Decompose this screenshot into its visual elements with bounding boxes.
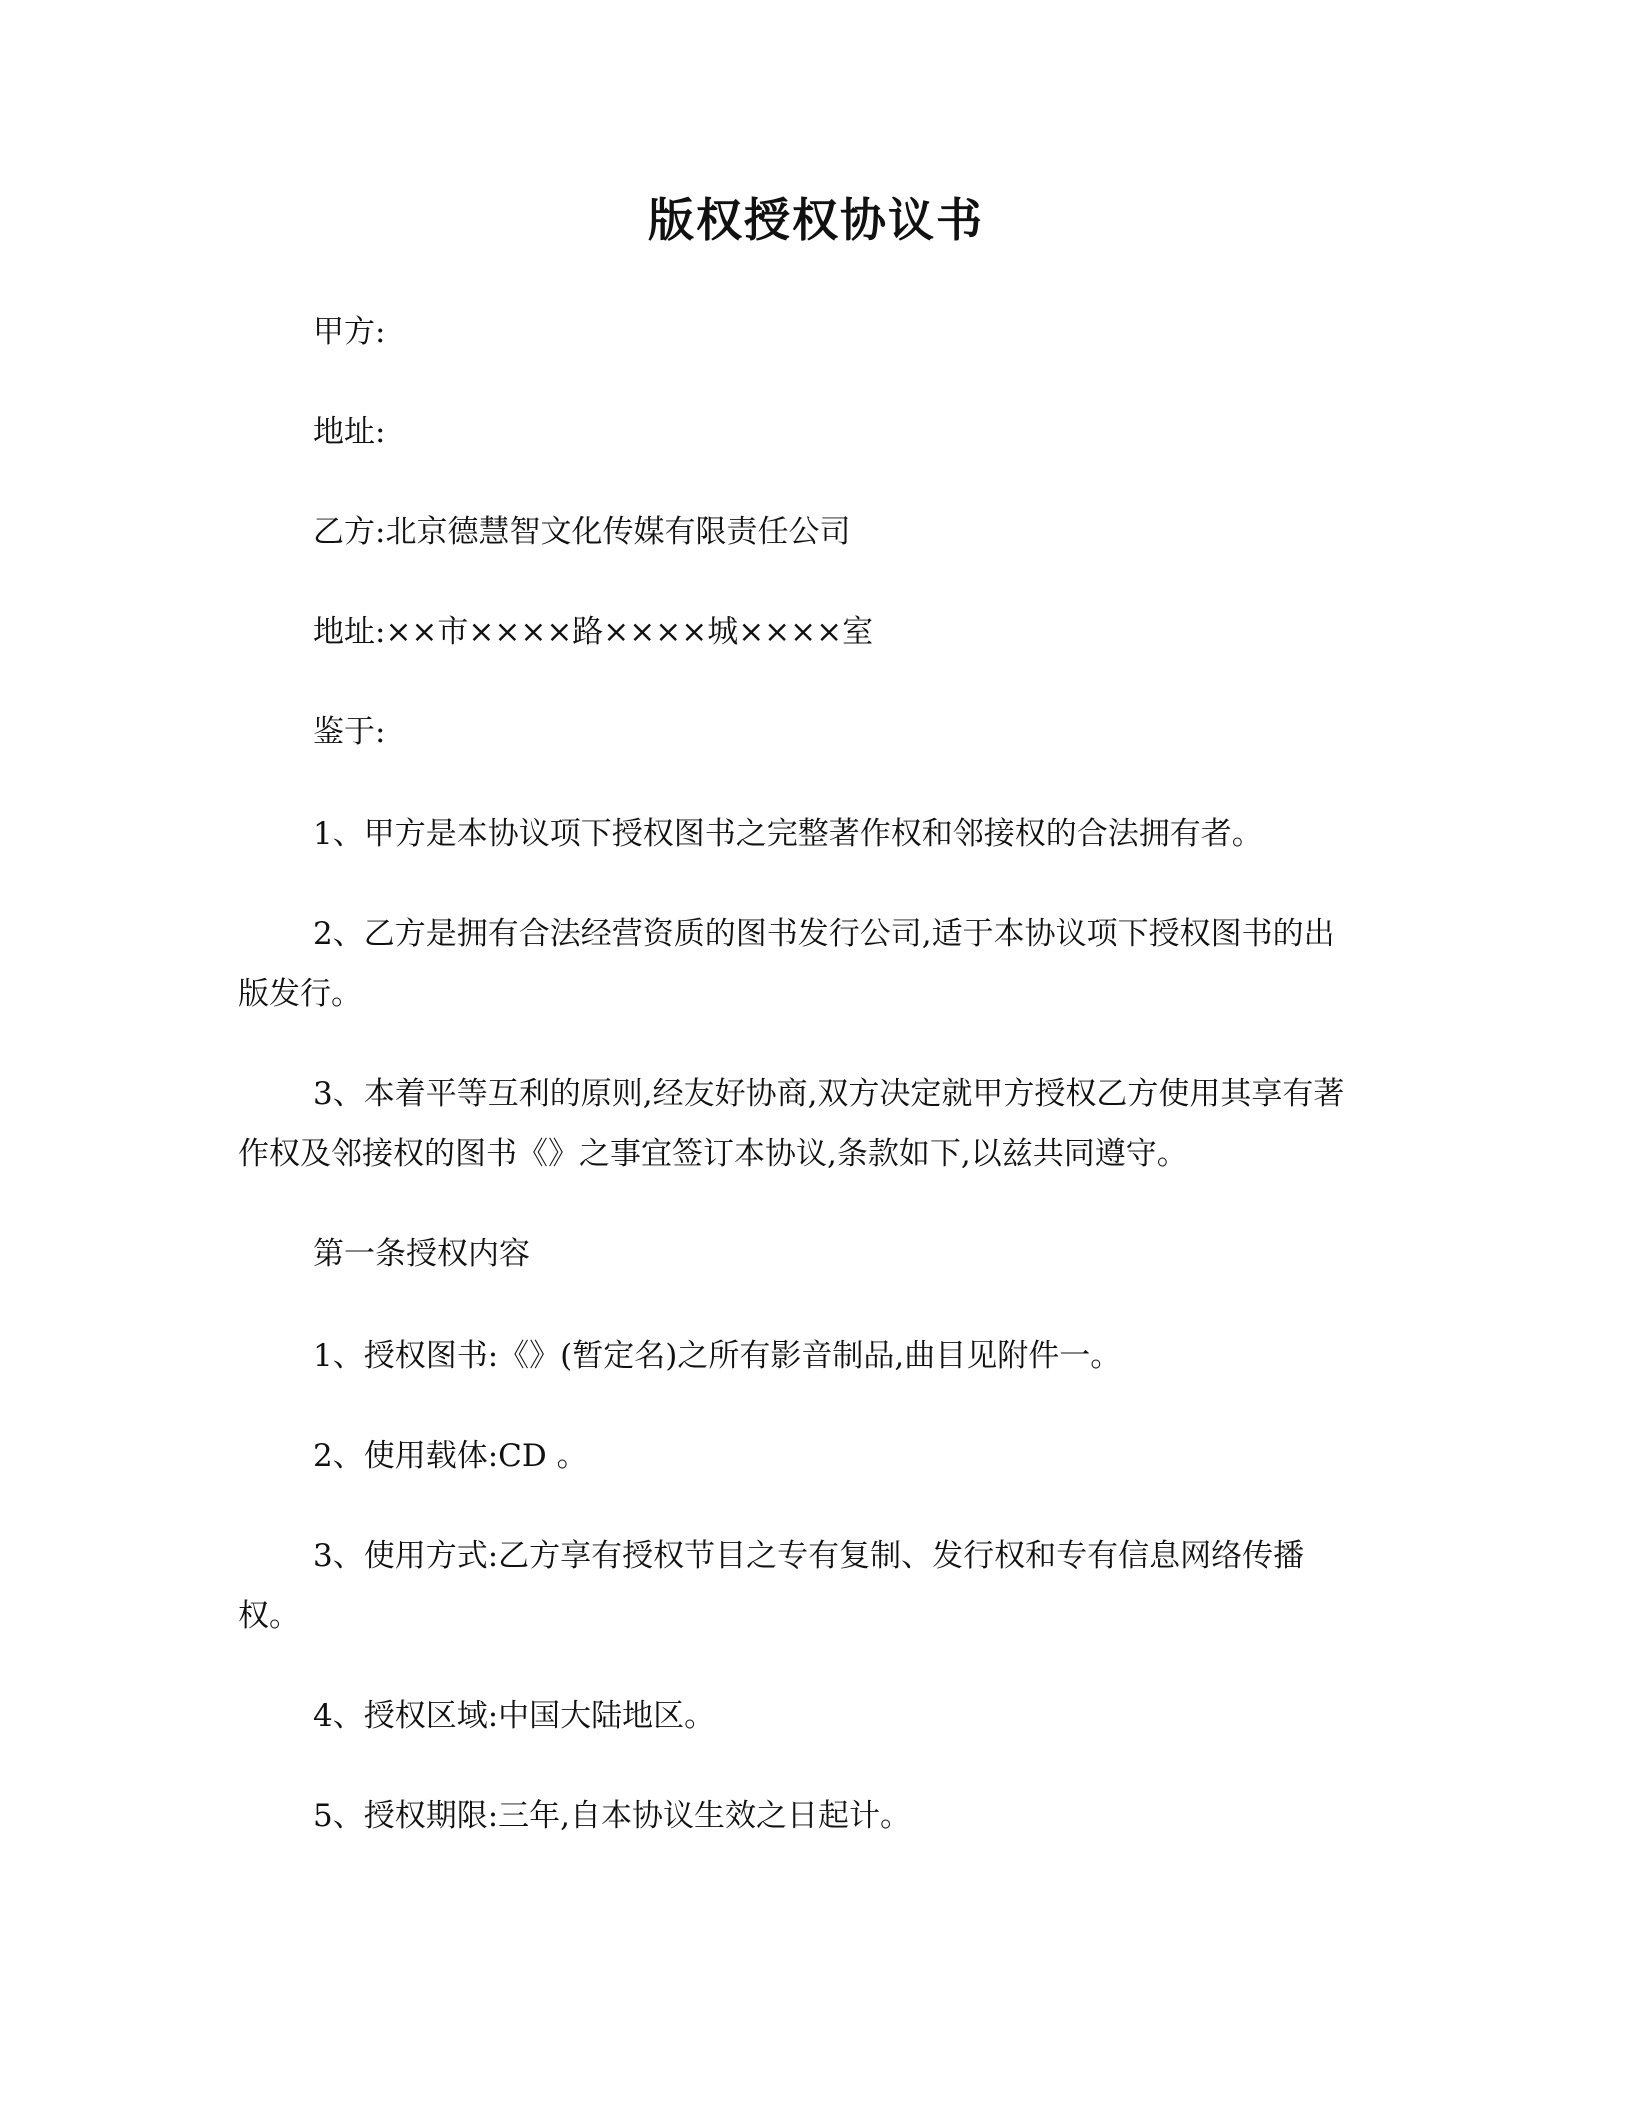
party-b-address: 地址:××市××××路××××城××××室 [313, 614, 874, 650]
article-1-heading: 第一条授权内容 [313, 1236, 530, 1272]
whereas-label: 鉴于: [313, 714, 386, 750]
recital-1: 1、甲方是本协议项下授权图书之完整著作权和邻接权的合法拥有者。 [313, 816, 1263, 852]
recital-2-line-1: 2、乙方是拥有合法经营资质的图书发行公司,适于本协议项下授权图书的出 [313, 916, 1335, 952]
article-1-item-3-line-1: 3、使用方式:乙方享有授权节目之专有复制、发行权和专有信息网络传播 [313, 1538, 1305, 1574]
article-1-item-1: 1、授权图书:《》(暂定名)之所有影音制品,曲目见附件一。 [313, 1338, 1122, 1374]
party-b-name: 乙方:北京德慧智文化传媒有限责任公司 [313, 514, 851, 550]
document-title: 版权授权协议书 [648, 193, 984, 247]
party-a-address-label: 地址: [313, 414, 386, 450]
recital-3-line-1: 3、本着平等互利的原则,经友好协商,双方决定就甲方授权乙方使用其享有著 [313, 1076, 1345, 1112]
article-1-item-5: 5、授权期限:三年,自本协议生效之日起计。 [313, 1798, 912, 1834]
party-a-label: 甲方: [313, 314, 386, 350]
recital-3-line-2: 作权及邻接权的图书《》之事宜签订本协议,条款如下,以兹共同遵守。 [238, 1136, 1188, 1172]
article-1-item-3-line-2: 权。 [238, 1598, 300, 1634]
article-1-item-4: 4、授权区域:中国大陆地区。 [313, 1698, 716, 1734]
article-1-item-2: 2、使用载体:CD 。 [313, 1438, 588, 1474]
recital-2-line-2: 版发行。 [238, 976, 362, 1012]
